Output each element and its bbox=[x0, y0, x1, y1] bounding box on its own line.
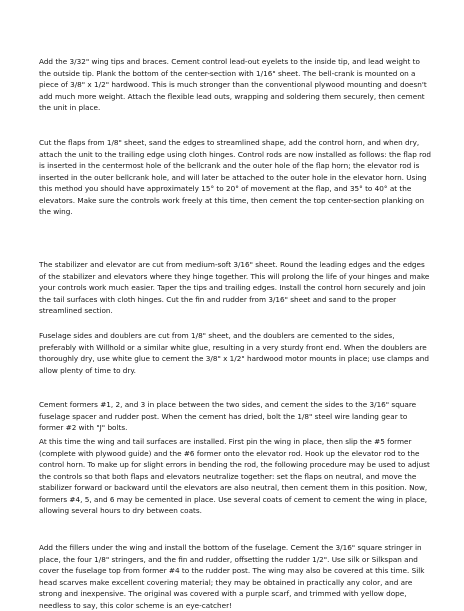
paragraph-wing-tips-bellcrank: Add the 3/32" wing tips and braces. Cement control lead-out eyelets to the inside tip, and lead weight to the outside tip. Plank the bottom of the center-section with 1/16" sheet. The bell-crank is mounted on a piece of 3/8" x 1/2" hardwood. This is much stronger than the conventional plywood mounting and doesn't add much more weight. Attach the flexible lead outs, wrapping and soldering them securely, then cement the unit in place. bbox=[39, 57, 427, 112]
paragraph-covering: Add the fillers under the wing and install the bottom of the fuselage. Cement the 3/16" square stringer in place, the four 1/8" stringers, and the fin and rudder, offsetting the rudder 1/2". Use silk or Silkspan and cover the fuselage top from former #4 to the rudder post. The wing may also be covered at this time. Silk head scarves make excellent covering material; they may be obtained in practically any color, and are strong and inexpensive. The original was covered with a purple scarf, and trimmed with yellow dope, needless to say, this color scheme is an eye-catcher! bbox=[39, 543, 425, 610]
paragraph-flaps-control-rods: Cut the flaps from 1/8" sheet, sand the edges to streamlined shape, add the control horn, and when dry, attach the unit to the trailing edge using cloth hinges. Control rods are now installed as follows: the flap rod is inserted in the centermost hole of the bellcrank and the outer hole of the flap horn; the elevator rod is inserted in the outer bellcrank hole, and will later be attached to the outer hole in the elevator horn. Using this method you should have approximately 15° to 20° of movement at the flap, and 35° to 40° at the elevators. Make sure the controls work freely at this time, then cement the top center-section planking on the wing. bbox=[39, 138, 431, 216]
paragraph-formers-landing-gear: Cement formers #1, 2, and 3 in place between the two sides, and cement the sides to the 3/16" square fuselage spacer and rudder post. When the cement has dried, bolt the 1/8" steel wire landing gear to former #2 with "J" bolts. bbox=[39, 400, 417, 432]
paragraph-stabilizer-elevator: The stabilizer and elevator are cut from medium-soft 3/16" sheet. Round the leading edges and the edges of the stabilizer and elevators where they hinge together. This will prolong the life of your hinges and make your controls work much easier. Taper the tips and trailing edges. Install the control horn securely and join the tail surfaces with cloth hinges. Cut the fin and rudder from 3/16" sheet and sand to the proper streamlined section. bbox=[39, 260, 430, 315]
paragraph-fuselage-sides: Fuselage sides and doublers are cut from 1/8" sheet, and the doublers are cemented to the sides, preferably with Willhold or a similar white glue, resulting in a very sturdy front end. When the doublers are thoroughly dry, use white glue to cement the 3/8" x 1/2" hardwood motor mounts in place; use clamps and allow plenty of time to dry. bbox=[39, 331, 429, 375]
paragraph-wing-tail-install: At this time the wing and tail surfaces are installed. First pin the wing in place, then slip the #5 former (complete with plywood guide) and the #6 former onto the elevator rod. Hook up the elevator rod to the control horn. To make up for slight errors in bending the rod, the following procedure may be used to adjust the controls so that both flaps and elevators neutralize together: set the flaps on neutral, and move the stabilizer forward or backward until the elevators are also neutral, then cement them in this position. Now, formers #4, 5, and 6 may be cemented in place. Use several coats of cement to cement the wing in place, allowing several hours to dry between coats. bbox=[39, 437, 430, 515]
